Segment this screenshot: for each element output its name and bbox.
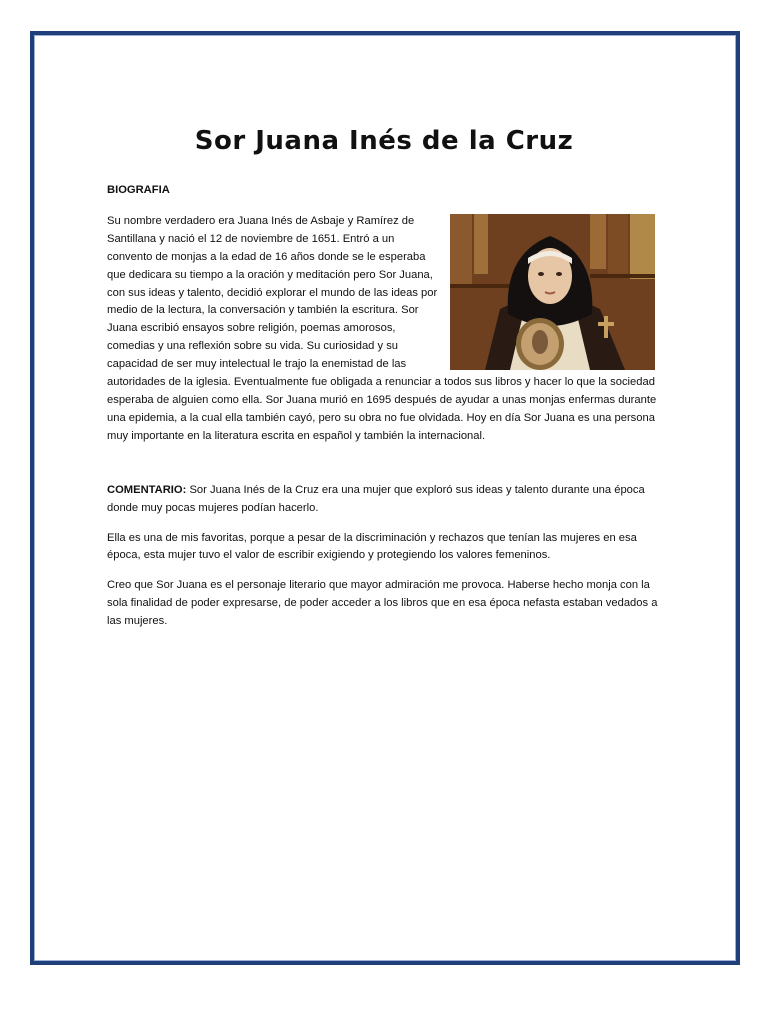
comment-label: COMENTARIO: (107, 483, 187, 496)
opinion-paragraph-2: Creo que Sor Juana es el personaje literario que mayor admiración me provoca. Haberse hecho monja con la sola finalidad de poder expresarse, de poder acceder a los libros que en esa época nefasta estaban vedados a las mujeres. (107, 579, 658, 628)
comment-paragraph (107, 482, 663, 518)
opinion-paragraph-1: Ella es una de mis favoritas, porque a pesar de la discriminación y rechazos que tenían las mujeres en esa época, esta mujer tuvo el valor de escribir exigiendo y protegiendo los valores femeninos. (107, 531, 637, 562)
document-title: Sor Juana Inés de la Cruz (194, 126, 574, 156)
biography-heading: BIOGRAFIA (107, 184, 170, 196)
portrait-image (450, 214, 655, 370)
document-body (107, 182, 663, 643)
comment-text: Sor Juana Inés de la Cruz era una mujer que exploró sus ideas y talento durante una época donde muy pocas mujeres podían hacerlo. (107, 483, 645, 514)
biography-text: Su nombre verdadero era Juana Inés de Asbaje y Ramírez de Santillana y nació el 12 de noviembre de 1651. Entró a un convento de monjas a la edad de 16 años donde se le esperaba que dedicara su tiempo a la oración y meditación pero Sor Juana, con sus ideas y talento, decidió explorar el mundo de las ideas por medio de la lectura, la conversación y también la escritura. Sor Juana escribió ensayos sobre religión, poemas amorosos, comedias y una reflexión sobre su vida. Su curiosidad y su capacidad de ser muy intelectual le trajo la enemistad de las autoridades de la iglesia. Eventualmente fue obligada a renunciar a todos sus libros y hacer lo que la sociedad esperaba de alguien como ella. Sor Juana murió en 1695 después de ayudar a unas monjas enfermas durante una epidemia, a la cual ella también cayó, pero su obra no fue olvidada. Hoy en día Sor Juana es una persona muy importante en la literatura escrita en español y también la internacional. (107, 214, 657, 442)
